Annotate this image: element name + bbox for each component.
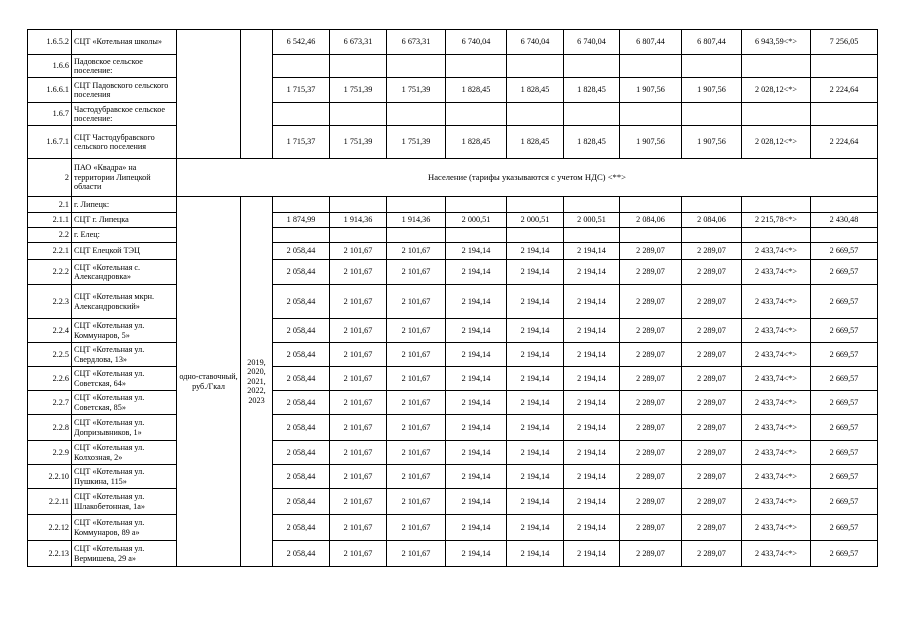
tariff-cell: 2 289,07 [682, 243, 742, 260]
tariff-cell: 2 194,14 [446, 415, 507, 441]
tariff-cell: 2 289,07 [620, 343, 682, 367]
tariff-cell: 2 194,14 [446, 465, 507, 489]
tariff-cell: 2 194,14 [507, 541, 564, 567]
tariff-cell: 1 907,56 [682, 126, 742, 159]
tariff-cell: 2 000,51 [564, 213, 620, 228]
unit-cell-empty [177, 30, 241, 159]
tariff-cell: 2 000,51 [446, 213, 507, 228]
tariff-cell: 1 751,39 [387, 126, 446, 159]
tariff-cell [507, 55, 564, 78]
tariff-cell: 2 289,07 [620, 391, 682, 415]
tariff-cell: 2 669,57 [811, 465, 878, 489]
tariff-cell: 2 194,14 [446, 285, 507, 319]
tariff-cell: 2 194,14 [564, 367, 620, 391]
tariff-cell: 2 194,14 [446, 243, 507, 260]
row-number: 2.2.8 [28, 415, 72, 441]
row-number: 2.2.6 [28, 367, 72, 391]
tariff-cell: 2 289,07 [620, 541, 682, 567]
tariff-cell: 2 194,14 [446, 391, 507, 415]
row-name: СЦТ «Котельная ул. Коммунаров, 5» [72, 319, 177, 343]
table-row [28, 415, 878, 441]
tariff-cell: 2 101,67 [330, 367, 387, 391]
row-name: СЦТ «Котельная ул. Советская, 85» [72, 391, 177, 415]
tariff-cell [620, 55, 682, 78]
tariff-cell [811, 103, 878, 126]
row-number: 2.2.12 [28, 515, 72, 541]
row-name: СЦТ «Котельная ул. Свердлова, 13» [72, 343, 177, 367]
tariff-cell: 1 715,37 [273, 78, 330, 103]
tariff-cell: 2 194,14 [507, 285, 564, 319]
tariff-cell: 2 669,57 [811, 260, 878, 285]
tariff-cell: 2 101,67 [387, 441, 446, 465]
tariff-cell: 2 289,07 [682, 515, 742, 541]
table-row [28, 319, 878, 343]
tariff-cell: 2 058,44 [273, 243, 330, 260]
row-name: СЦТ «Котельная мкрн. Александровский» [72, 285, 177, 319]
tariff-cell: 2 289,07 [682, 541, 742, 567]
tariff-cell: 2 669,57 [811, 243, 878, 260]
row-number: 2.2.4 [28, 319, 72, 343]
row-name: СЦТ «Котельная ул. Шлакобетонная, 1а» [72, 489, 177, 515]
years-cell-empty [241, 30, 273, 159]
tariff-cell: 1 715,37 [273, 126, 330, 159]
row-number: 2.2.9 [28, 441, 72, 465]
tariff-cell: 2 669,57 [811, 415, 878, 441]
tariff-cell: 6 673,31 [330, 30, 387, 55]
tariff-cell: 2 224,64 [811, 126, 878, 159]
table-row [28, 103, 878, 126]
tariff-cell: 2 101,67 [330, 391, 387, 415]
tariff-cell: 1 828,45 [507, 126, 564, 159]
tariff-cell: 2 058,44 [273, 367, 330, 391]
tariff-cell: 2 215,78<*> [742, 213, 811, 228]
table-row [28, 489, 878, 515]
tariff-cell: 2 194,14 [446, 515, 507, 541]
tariff-cell: 2 194,14 [507, 415, 564, 441]
table-row [28, 367, 878, 391]
tariff-cell: 2 289,07 [620, 285, 682, 319]
tariff-cell: 2 194,14 [507, 441, 564, 465]
tariff-cell: 2 433,74<*> [742, 343, 811, 367]
tariff-cell [811, 55, 878, 78]
tariff-cell [682, 197, 742, 213]
tariff-cell: 1 874,99 [273, 213, 330, 228]
tariff-cell [507, 228, 564, 243]
tariff-cell: 2 433,74<*> [742, 285, 811, 319]
tariff-cell: 2 194,14 [507, 515, 564, 541]
table-row [28, 441, 878, 465]
tariff-cell: 2 289,07 [620, 515, 682, 541]
table-row [28, 228, 878, 243]
tariff-cell [742, 103, 811, 126]
tariff-cell: 2 433,74<*> [742, 515, 811, 541]
tariff-cell [811, 228, 878, 243]
tariff-cell: 6 807,44 [620, 30, 682, 55]
table-row [28, 391, 878, 415]
tariff-cell: 2 194,14 [446, 541, 507, 567]
tariff-cell [564, 197, 620, 213]
row-number: 2.2.2 [28, 260, 72, 285]
tariff-cell [620, 228, 682, 243]
tariff-cell: 2 058,44 [273, 515, 330, 541]
row-number: 1.6.6.1 [28, 78, 72, 103]
row-name: СЦТ «Котельная ул. Пушкина, 115» [72, 465, 177, 489]
tariff-cell [564, 55, 620, 78]
tariff-cell [620, 103, 682, 126]
tariff-cell: 1 828,45 [446, 78, 507, 103]
tariff-cell: 2 101,67 [330, 489, 387, 515]
tariff-cell: 2 194,14 [564, 541, 620, 567]
table-row [28, 515, 878, 541]
tariff-cell: 2 289,07 [682, 441, 742, 465]
tariff-cell: 2 669,57 [811, 285, 878, 319]
tariff-cell [564, 228, 620, 243]
tariff-cell: 2 101,67 [387, 260, 446, 285]
tariff-cell: 2 433,74<*> [742, 441, 811, 465]
row-name: СЦТ Частодубравского сельского поселения [72, 126, 177, 159]
population-note: Население (тарифы указываются с учетом НДС) <**> [177, 159, 878, 197]
tariff-cell: 2 101,67 [330, 541, 387, 567]
tariff-cell: 2 289,07 [682, 319, 742, 343]
tariff-cell [273, 103, 330, 126]
tariff-cell: 2 194,14 [507, 391, 564, 415]
tariff-cell [742, 228, 811, 243]
tariff-cell: 2 289,07 [682, 285, 742, 319]
row-name: г. Липецк: [72, 197, 177, 213]
tariff-cell: 2 101,67 [387, 541, 446, 567]
tariff-cell [387, 197, 446, 213]
tariff-cell: 2 028,12<*> [742, 78, 811, 103]
tariff-cell: 2 058,44 [273, 319, 330, 343]
row-number: 1.6.6 [28, 55, 72, 78]
tariff-cell [507, 197, 564, 213]
tariff-cell: 2 669,57 [811, 367, 878, 391]
tariff-cell: 2 669,57 [811, 489, 878, 515]
tariff-cell: 2 101,67 [330, 243, 387, 260]
tariff-cell [682, 228, 742, 243]
row-name: Падовское сельское поселение: [72, 55, 177, 78]
tariff-cell: 6 807,44 [682, 30, 742, 55]
tariff-cell: 2 289,07 [682, 415, 742, 441]
tariff-cell: 2 000,51 [507, 213, 564, 228]
tariff-cell: 2 084,06 [682, 213, 742, 228]
tariff-cell: 2 058,44 [273, 415, 330, 441]
tariff-cell: 2 224,64 [811, 78, 878, 103]
tariff-cell: 2 194,14 [507, 465, 564, 489]
tariff-cell: 2 194,14 [564, 319, 620, 343]
row-number: 2.1 [28, 197, 72, 213]
tariff-cell: 2 194,14 [446, 343, 507, 367]
tariff-cell: 1 914,36 [330, 213, 387, 228]
tariff-cell: 2 289,07 [682, 391, 742, 415]
tariff-cell: 2 194,14 [446, 367, 507, 391]
row-name: СЦТ «Котельная ул. Советская, 64» [72, 367, 177, 391]
table-row [28, 260, 878, 285]
tariff-cell: 2 058,44 [273, 391, 330, 415]
tariff-cell: 2 669,57 [811, 441, 878, 465]
tariff-cell: 6 673,31 [387, 30, 446, 55]
tariff-cell [620, 197, 682, 213]
tariff-cell: 2 194,14 [507, 319, 564, 343]
tariff-cell: 2 101,67 [330, 465, 387, 489]
table-row [28, 197, 878, 213]
tariff-cell: 2 194,14 [564, 285, 620, 319]
tariff-cell: 2 084,06 [620, 213, 682, 228]
tariff-cell [564, 103, 620, 126]
tariff-cell: 2 289,07 [620, 489, 682, 515]
tariff-cell [682, 55, 742, 78]
tariff-cell: 2 289,07 [682, 465, 742, 489]
tariff-cell [387, 55, 446, 78]
row-name: СЦТ «Котельная ул. Колхозная, 2» [72, 441, 177, 465]
tariff-cell: 1 907,56 [682, 78, 742, 103]
tariff-cell: 6 943,59<*> [742, 30, 811, 55]
tariff-cell: 2 433,74<*> [742, 465, 811, 489]
table-row [28, 343, 878, 367]
tariff-cell: 2 289,07 [682, 343, 742, 367]
tariff-cell: 1 907,56 [620, 78, 682, 103]
table-row [28, 541, 878, 567]
row-name: СЦТ «Котельная ул. Вермишева, 29 а» [72, 541, 177, 567]
row-number: 1.6.5.2 [28, 30, 72, 55]
tariff-cell: 2 669,57 [811, 515, 878, 541]
tariff-cell: 2 194,14 [446, 319, 507, 343]
tariff-cell: 2 101,67 [387, 367, 446, 391]
tariff-cell: 2 101,67 [330, 285, 387, 319]
tariff-cell: 2 433,74<*> [742, 367, 811, 391]
section-row [28, 159, 878, 197]
tariff-cell: 2 028,12<*> [742, 126, 811, 159]
tariff-cell: 1 907,56 [620, 126, 682, 159]
tariff-cell: 2 101,67 [330, 343, 387, 367]
tariff-cell: 2 194,14 [446, 260, 507, 285]
tariff-cell: 2 194,14 [564, 260, 620, 285]
tariff-cell: 2 101,67 [330, 415, 387, 441]
tariff-cell: 2 058,44 [273, 465, 330, 489]
tariff-cell: 2 101,67 [387, 285, 446, 319]
tariff-cell [330, 228, 387, 243]
tariff-cell: 2 101,67 [387, 391, 446, 415]
tariff-cell: 1 751,39 [330, 78, 387, 103]
table-row [28, 285, 878, 319]
tariff-cell: 1 751,39 [330, 126, 387, 159]
row-number: 2.1.1 [28, 213, 72, 228]
tariff-cell: 2 289,07 [620, 367, 682, 391]
tariff-cell: 2 669,57 [811, 391, 878, 415]
tariff-cell: 2 433,74<*> [742, 319, 811, 343]
years-cell: 2019, 2020, 2021, 2022, 2023 [241, 197, 273, 567]
row-number: 2.2.13 [28, 541, 72, 567]
tariff-cell: 2 194,14 [564, 465, 620, 489]
tariff-cell: 2 058,44 [273, 441, 330, 465]
tariff-cell: 2 289,07 [620, 243, 682, 260]
tariff-cell: 2 194,14 [446, 489, 507, 515]
tariff-cell: 2 058,44 [273, 285, 330, 319]
row-name: СЦТ «Котельная с. Александровка» [72, 260, 177, 285]
table-row [28, 465, 878, 489]
tariff-cell [387, 103, 446, 126]
tariff-cell [387, 228, 446, 243]
row-name: СЦТ Падовского сельского поселения [72, 78, 177, 103]
tariff-cell: 1 828,45 [564, 78, 620, 103]
row-number: 2.2.11 [28, 489, 72, 515]
tariff-cell: 2 101,67 [387, 489, 446, 515]
tariff-cell [330, 55, 387, 78]
tariff-cell [273, 197, 330, 213]
tariff-cell: 2 194,14 [507, 260, 564, 285]
tariff-cell: 2 433,74<*> [742, 541, 811, 567]
row-number: 2.2 [28, 228, 72, 243]
table-row [28, 55, 878, 78]
tariff-cell [446, 55, 507, 78]
tariff-cell: 6 740,04 [507, 30, 564, 55]
tariff-cell [273, 55, 330, 78]
section-title: ПАО «Квадра» на территории Липецкой области [72, 159, 177, 197]
tariff-cell [507, 103, 564, 126]
tariff-cell: 1 914,36 [387, 213, 446, 228]
tariff-cell: 2 101,67 [387, 319, 446, 343]
tariff-cell: 2 289,07 [620, 260, 682, 285]
tariff-cell: 6 542,46 [273, 30, 330, 55]
table-row [28, 30, 878, 55]
row-name: СЦТ Елецкой ТЭЦ [72, 243, 177, 260]
row-number: 1.6.7.1 [28, 126, 72, 159]
row-number: 2.2.3 [28, 285, 72, 319]
table-row [28, 78, 878, 103]
section-number: 2 [28, 159, 72, 197]
table-row [28, 213, 878, 228]
tariff-cell: 2 669,57 [811, 343, 878, 367]
tariff-cell: 2 433,74<*> [742, 489, 811, 515]
tariff-cell: 2 058,44 [273, 260, 330, 285]
tariff-cell: 2 289,07 [682, 260, 742, 285]
tariff-cell: 2 194,14 [564, 415, 620, 441]
tariff-cell: 2 101,67 [387, 465, 446, 489]
tariff-cell: 1 828,45 [446, 126, 507, 159]
tariff-cell: 2 194,14 [507, 489, 564, 515]
tariff-cell: 2 669,57 [811, 541, 878, 567]
tariff-cell: 2 058,44 [273, 489, 330, 515]
unit-cell: одно-ставочный, руб./Гкал [177, 197, 241, 567]
tariff-cell: 2 101,67 [387, 515, 446, 541]
table-row [28, 126, 878, 159]
tariff-cell: 2 430,48 [811, 213, 878, 228]
tariff-table [27, 29, 878, 567]
tariff-cell: 2 194,14 [446, 441, 507, 465]
tariff-cell [446, 228, 507, 243]
table-row [28, 243, 878, 260]
tariff-cell [273, 228, 330, 243]
tariff-cell: 2 101,67 [387, 243, 446, 260]
row-number: 2.2.1 [28, 243, 72, 260]
tariff-cell [682, 103, 742, 126]
tariff-cell: 2 669,57 [811, 319, 878, 343]
tariff-cell: 2 289,07 [620, 415, 682, 441]
tariff-cell: 2 194,14 [564, 243, 620, 260]
tariff-cell [330, 103, 387, 126]
tariff-cell: 2 194,14 [507, 243, 564, 260]
tariff-cell: 2 194,14 [564, 489, 620, 515]
tariff-cell: 2 101,67 [330, 260, 387, 285]
tariff-cell: 2 289,07 [620, 441, 682, 465]
tariff-cell: 2 433,74<*> [742, 415, 811, 441]
row-name: СЦТ «Котельная ул. Допризывников, 1» [72, 415, 177, 441]
tariff-cell: 1 828,45 [564, 126, 620, 159]
tariff-cell: 2 194,14 [507, 367, 564, 391]
tariff-cell: 2 101,67 [330, 515, 387, 541]
row-name: Частодубравское сельское поселение: [72, 103, 177, 126]
tariff-cell [742, 197, 811, 213]
tariff-cell: 2 433,74<*> [742, 391, 811, 415]
tariff-cell: 2 289,07 [682, 367, 742, 391]
tariff-cell: 2 194,14 [564, 343, 620, 367]
row-number: 2.2.5 [28, 343, 72, 367]
tariff-cell [742, 55, 811, 78]
row-name: СЦТ «Котельная ул. Коммунаров, 89 а» [72, 515, 177, 541]
tariff-cell: 2 289,07 [682, 489, 742, 515]
row-number: 1.6.7 [28, 103, 72, 126]
tariff-cell: 2 194,14 [564, 441, 620, 465]
tariff-cell: 2 101,67 [330, 441, 387, 465]
row-name: г. Елец: [72, 228, 177, 243]
tariff-cell: 1 751,39 [387, 78, 446, 103]
tariff-cell [330, 197, 387, 213]
tariff-cell: 6 740,04 [564, 30, 620, 55]
tariff-cell: 2 101,67 [387, 415, 446, 441]
tariff-cell: 2 194,14 [507, 343, 564, 367]
tariff-cell: 2 101,67 [387, 343, 446, 367]
tariff-cell: 2 058,44 [273, 343, 330, 367]
tariff-cell: 7 256,05 [811, 30, 878, 55]
row-name: СЦТ г. Липецка [72, 213, 177, 228]
tariff-cell: 2 058,44 [273, 541, 330, 567]
tariff-cell [446, 103, 507, 126]
tariff-cell: 2 194,14 [564, 391, 620, 415]
tariff-cell [811, 197, 878, 213]
tariff-cell [446, 197, 507, 213]
tariff-cell: 1 828,45 [507, 78, 564, 103]
row-number: 2.2.7 [28, 391, 72, 415]
tariff-cell: 2 289,07 [620, 465, 682, 489]
tariff-cell: 2 433,74<*> [742, 260, 811, 285]
tariff-cell: 2 433,74<*> [742, 243, 811, 260]
tariff-cell: 6 740,04 [446, 30, 507, 55]
tariff-cell: 2 289,07 [620, 319, 682, 343]
row-name: СЦТ «Котельная школы» [72, 30, 177, 55]
tariff-cell: 2 194,14 [564, 515, 620, 541]
row-number: 2.2.10 [28, 465, 72, 489]
tariff-cell: 2 101,67 [330, 319, 387, 343]
